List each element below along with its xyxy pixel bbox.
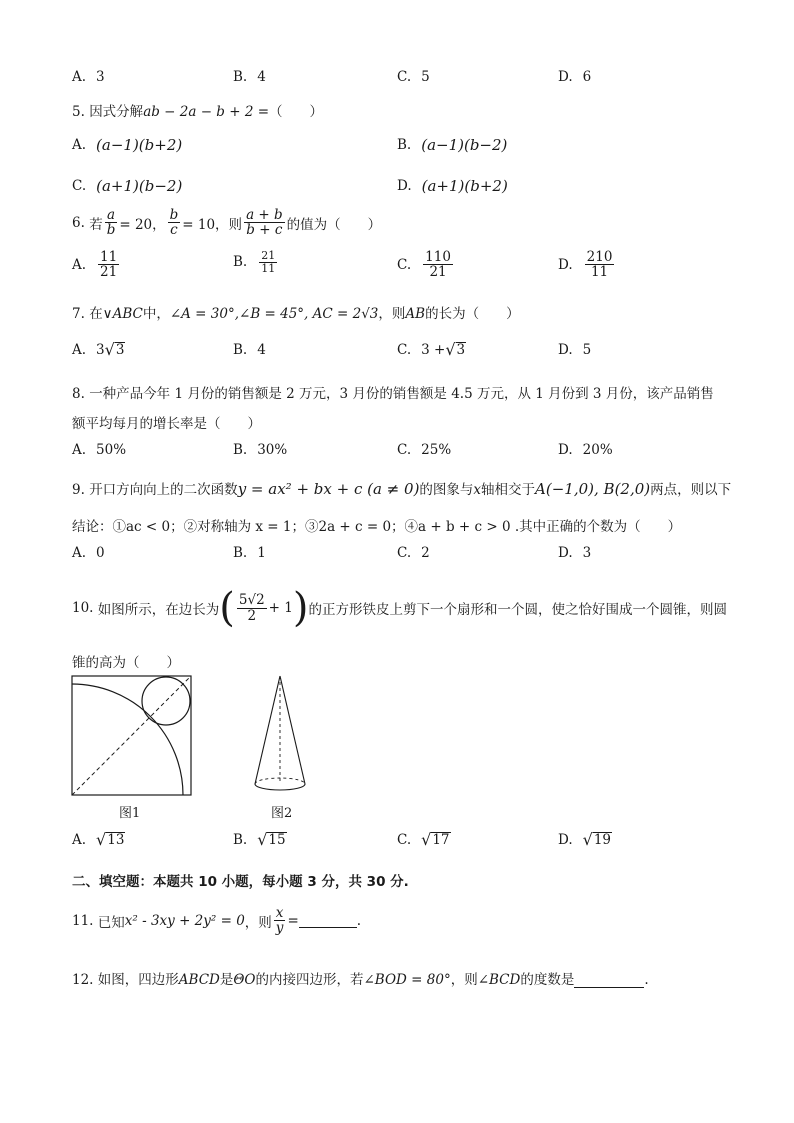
figure-2-caption: 图2 [271,806,293,821]
question-text: 已知 [97,914,125,931]
q7-options [0,342,794,372]
q7-option-b[interactable] [233,342,266,358]
option-value: 5 [421,69,430,85]
option-letter: B. [233,545,248,561]
q7-stem [72,302,520,322]
fraction-target: $\frac{a + b}{b + c}$ [246,207,283,239]
question-number: 6. [72,214,85,231]
option-letter: B. [233,832,248,848]
cone-base-front [255,784,305,790]
section-2-heading: 二、填空题：本题共 10 小题，每小题 3 分，共 30 分. [72,874,409,890]
cone-right-edge [280,676,305,784]
q5-stem [72,100,323,120]
option-value: 3 [582,545,592,561]
option-value: (a−1)(b−2) [421,136,508,154]
q6-stem [72,208,381,237]
option-value: 4 [257,69,266,85]
question-text: 是 [219,972,234,988]
q4-option-b[interactable] [233,69,266,85]
option-letter: A. [72,137,87,153]
option-value: 6 [582,69,592,85]
option-value: (a+1)(b−2) [96,177,183,195]
option-coefficient: 3 [96,342,105,358]
q4-option-c[interactable] [397,69,430,85]
q9-line1 [72,478,731,498]
side-length-fraction: $\frac{5√2}{2}$ [238,592,265,624]
sqrt-symbol: √ 19 [582,830,612,849]
q8-options [0,442,794,472]
question-text: 的度数是 [520,972,575,988]
triangle-conditions: ∠A = 30°,∠B = 45°, AC = 2√3 [169,306,379,322]
q5-options-row1 [0,136,794,166]
q7-option-a[interactable] [72,342,125,358]
option-letter: C. [397,545,412,561]
option-fraction: $\frac{210}{11}$ [586,249,613,281]
option-letter: B. [397,137,412,153]
figure-2-cone [252,674,312,798]
option-value: 4 [257,342,266,358]
quadrilateral-name: ABCD [178,972,220,988]
option-value: 25% [421,442,452,458]
q8-option-d[interactable] [558,442,613,458]
question-tail: 的值为（ ） [286,216,382,233]
figure-1-caption: 图1 [119,806,141,821]
question-text: 开口方向向上的二次函数 [89,482,238,498]
option-value: (a+1)(b+2) [421,177,508,195]
answer-blank[interactable] [574,973,644,988]
equals-sign: = [287,912,299,929]
sqrt-symbol: √ 15 [257,830,286,849]
q7-option-d[interactable] [558,342,591,358]
fraction-a-over-b: $\frac{a}{b}$ [106,207,116,239]
answer-paren: （ ） [269,104,324,120]
period: . [356,912,362,929]
q5-option-d[interactable] [397,177,508,195]
option-letter: B. [233,342,248,358]
q11-stem [72,906,361,935]
big-paren-right: ) [292,585,309,631]
option-value: 50% [96,442,127,458]
plus-one: + 1 [268,600,293,616]
option-letter: A. [72,832,87,848]
question-text: 中， [142,306,170,322]
quadratic-function: y = ax² + bx + c (a ≠ 0) [237,480,420,498]
option-letter: C. [397,832,412,848]
sqrt-symbol: √ 3 [104,340,125,359]
equation-expr: x² - 3xy + 2y² = 0 [124,912,245,929]
question-text: 的图象与 [419,482,474,498]
q4-option-d[interactable] [558,69,591,85]
q6-options [0,250,794,290]
question-text: 如图，四边形 [97,972,179,988]
option-letter: A. [72,256,87,273]
option-letter: B. [233,254,248,271]
fraction-b-over-c: $\frac{b}{c}$ [169,207,179,239]
option-letter: A. [72,545,87,561]
option-letter: C. [72,178,87,194]
triangle-name: ABC [112,306,143,322]
option-letter: C. [397,342,412,358]
q4-options [0,66,794,96]
question-text: 一种产品今年 1 月份的销售额是 2 万元，3 月份的销售额是 4.5 万元，从 1 月份到 3 月份，该产品销售 [89,386,714,402]
option-value: 30% [257,442,288,458]
sqrt-symbol: √ 17 [421,830,450,849]
option-letter: D. [558,256,573,273]
q6-option-b[interactable] [233,250,279,274]
sqrt-symbol: √ 3 [445,340,466,359]
option-value: 20% [582,442,613,458]
question-text: 若 [89,216,103,233]
option-letter: D. [558,442,573,458]
intersection-points: A(−1,0), B(2,0) [535,480,651,498]
answer-blank[interactable] [299,913,357,928]
q10-option-d[interactable] [558,832,612,848]
q4-option-a[interactable] [72,69,105,85]
option-letter: C. [397,256,412,273]
question-number: 8. [72,386,85,402]
sqrt-symbol: √ 13 [96,830,125,849]
angle-bcd: ∠BCD [477,972,521,988]
option-value: 0 [96,545,105,561]
question-text: 的内接四边形，若 [255,972,364,988]
question-number: 7. [72,306,85,322]
option-letter: A. [72,442,87,458]
question-text: 轴相交于 [481,482,536,498]
period: . [644,972,649,988]
q8-option-a[interactable] [72,442,126,458]
q10-line2: 锥的高为（ ） [72,655,180,671]
figure-1-square-sector [70,674,194,798]
q9-line2: 结论：①ac < 0；②对称轴为 x = 1；③2a + c = 0；④a + b + c > 0 .其中正确的个数为（ ） [72,519,682,535]
question-number: 5. [72,104,85,120]
q5-option-c[interactable] [72,177,182,195]
equals-20: = 20， [119,216,166,233]
question-number: 10. [72,600,94,616]
q9-options [0,545,794,575]
fraction-x-over-y: $\frac{x}{y}$ [275,905,284,937]
q8-option-b[interactable] [233,442,287,458]
segment-ab: AB [405,306,426,322]
question-number: 11. [72,912,94,929]
q9-option-b[interactable] [233,545,266,561]
cone-left-edge [255,676,280,784]
option-letter: B. [233,69,248,85]
q7-option-c[interactable] [397,342,466,358]
option-letter: D. [558,832,573,848]
angle-bod: ∠BOD = 80° [363,972,451,988]
q8-option-c[interactable] [397,442,451,458]
question-number: 12. [72,972,94,988]
option-value: 2 [421,545,430,561]
q8-line1 [72,382,714,402]
question-number: 9. [72,482,85,498]
option-letter: C. [397,442,412,458]
q5-option-b[interactable] [397,136,507,154]
question-expr: ab − 2a − b + 2 = [143,104,270,120]
question-text: 如图所示，在边长为 [97,602,220,618]
option-coefficient: 3 + [421,342,446,358]
equals-10: = 10，则 [182,216,243,233]
q10-option-a[interactable] [72,832,125,848]
question-text: 的正方形铁皮上剪下一个扇形和一个圆，使之恰好围成一个圆锥，则圆 [308,602,727,618]
option-letter: B. [233,442,248,458]
big-paren-left: ( [219,585,235,631]
q10-options [0,832,794,862]
q10-line1 [72,585,727,631]
q12-stem [72,968,649,988]
q10-option-c[interactable] [397,832,451,848]
option-value: 3 [96,69,105,85]
question-text: 因式分解 [89,104,144,120]
q6-option-a[interactable] [72,250,121,279]
option-value: (a−1)(b+2) [96,136,183,154]
q9-option-a[interactable] [72,545,105,561]
option-letter: C. [397,69,412,85]
x-variable: x [473,482,482,498]
question-text: 两点，则以下 [650,482,732,498]
option-letter: A. [72,69,87,85]
q9-option-d[interactable] [558,545,591,561]
question-text: ，则 [244,914,272,931]
option-letter: D. [558,69,573,85]
option-value: 5 [582,342,592,358]
question-text: 的长为（ ） [425,306,520,322]
option-letter: D. [397,178,412,194]
option-letter: D. [558,342,573,358]
option-letter: D. [558,545,573,561]
question-text: 在∨ [89,306,113,322]
option-letter: A. [72,342,87,358]
option-fraction: $\frac{110}{21}$ [425,249,451,281]
q10-option-b[interactable] [233,832,287,848]
q6-option-d[interactable] [558,250,616,279]
question-text: ，则 [378,306,406,322]
option-fraction: $\frac{21}{11}$ [261,249,276,275]
option-fraction: $\frac{11}{21}$ [100,249,118,281]
q5-options-row2 [0,177,794,207]
option-value: 1 [257,545,266,561]
q8-line2: 额平均每月的增长率是（ ） [72,416,261,432]
q9-option-c[interactable] [397,545,430,561]
q5-option-a[interactable] [72,136,182,154]
q6-option-c[interactable] [397,250,455,279]
dashed-diagonal [72,676,191,795]
question-text: ，则 [450,972,478,988]
circle-o: ΘO [233,972,256,988]
